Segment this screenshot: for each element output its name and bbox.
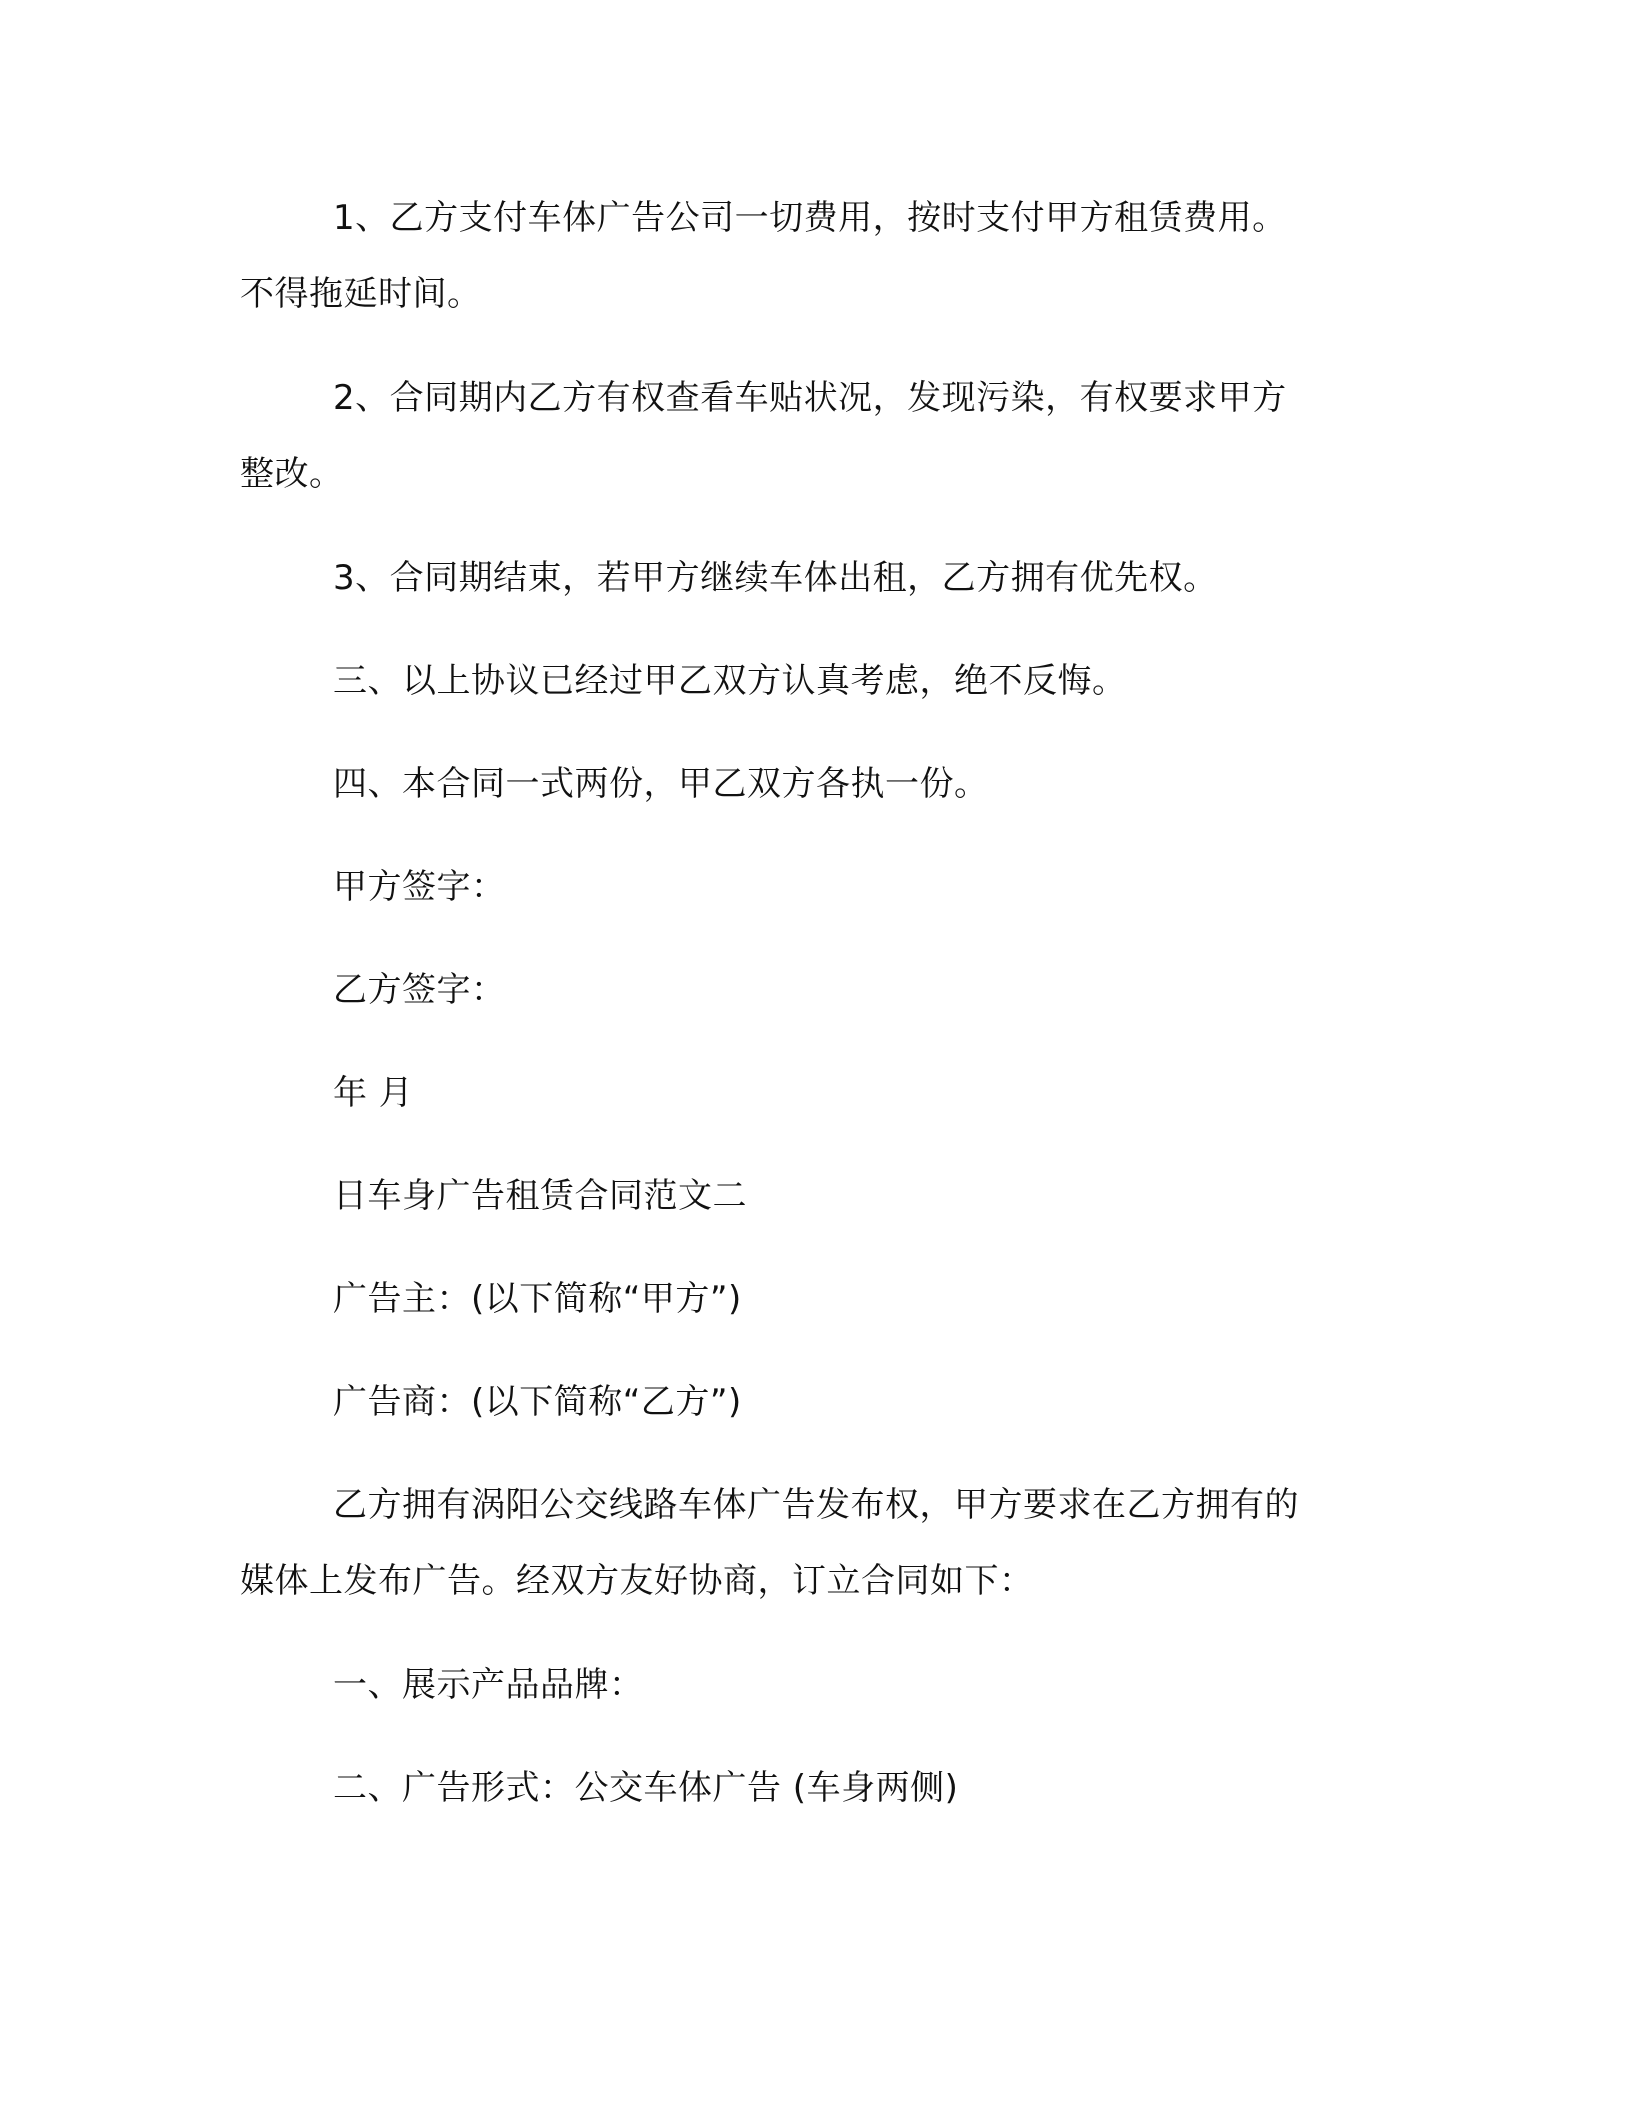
paragraph-priority-clause: 3、合同期结束，若甲方继续车体出租，乙方拥有优先权。 xyxy=(333,558,1218,598)
advertiser-label: 广告主：(以下简称“甲方”) xyxy=(333,1279,742,1319)
paragraph-payment-clause xyxy=(240,180,1390,332)
paragraph-line: 乙方拥有涡阳公交线路车体广告发布权，甲方要求在乙方拥有的 xyxy=(333,1485,1299,1525)
paragraph-line: 2、合同期内乙方有权查看车贴状况，发现污染，有权要求甲方 xyxy=(333,378,1287,418)
clause-ad-format: 二、广告形式：公交车体广告 (车身两侧) xyxy=(333,1768,959,1808)
party-b-signature-label: 乙方签字： xyxy=(333,970,506,1010)
paragraph-line: 媒体上发布广告。经双方友好协商，订立合同如下： xyxy=(240,1561,1034,1601)
paragraph-copies-clause: 四、本合同一式两份，甲乙双方各执一份。 xyxy=(333,764,989,804)
paragraph-inspection-clause xyxy=(240,360,1390,512)
date-year-month: 年 月 xyxy=(333,1073,414,1113)
paragraph-contract-intro xyxy=(240,1467,1390,1619)
clause-product-brand: 一、展示产品品牌： xyxy=(333,1665,644,1705)
paragraph-line: 不得拖延时间。 xyxy=(240,274,482,314)
contract-template-title: 日车身广告租赁合同范文二 xyxy=(333,1176,747,1216)
party-a-signature-label: 甲方签字： xyxy=(333,867,506,907)
paragraph-agreement-clause: 三、以上协议已经过甲乙双方认真考虑，绝不反悔。 xyxy=(333,661,1127,701)
paragraph-line: 1、乙方支付车体广告公司一切费用，按时支付甲方租赁费用。 xyxy=(333,198,1287,238)
agency-label: 广告商：(以下简称“乙方”) xyxy=(333,1382,742,1422)
paragraph-line: 整改。 xyxy=(240,454,344,494)
